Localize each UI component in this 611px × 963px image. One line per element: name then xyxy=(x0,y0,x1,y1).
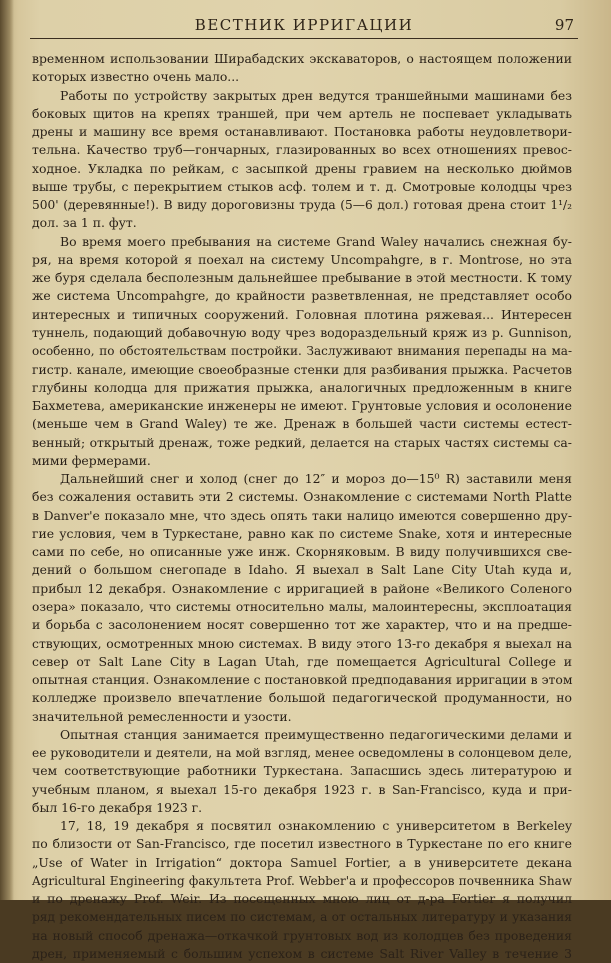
text-line: ствующих, осмотренных мною системах. В виду этого 13-го декабря я выехал на xyxy=(32,635,572,651)
text-line: был 16-го декабря 1923 г. xyxy=(32,799,203,815)
text-line: ряд рекомендательных писем по системам, а от остальных литературу и указания xyxy=(32,910,572,925)
text-line: учебным планом, я выехал 15-го декабря 1923 г. в San-Francisco, куда и при- xyxy=(32,781,572,797)
text-line: глубины колодца для прижатия прыжка, аналогичных предложенным в книге xyxy=(32,379,572,395)
text-line: опытная станция. Ознакомление с постановкой предподавания ирригации в этом xyxy=(32,672,573,688)
text-line: север от Salt Lane City в Lagan Utah, где помещается Agricultural College и xyxy=(32,653,572,669)
page-number: 97 xyxy=(554,16,574,34)
text-line: дрен, применяемый с большим успехом в системе Salt River Valley в течение 3 xyxy=(32,946,572,962)
text-line: особенно, по обстоятельствам постройки. Заслуживают внимания перепады на ма- xyxy=(32,344,572,359)
text-line: и по дренажу Prof. Weir. Из посещенных мною лиц от д-ра Fortier я получил xyxy=(32,891,572,907)
text-line: выше трубы, с перекрытием стыков асф. толем и т. д. Смотровые колодцы чрез xyxy=(32,178,572,194)
text-line: прибыл 12 декабря. Ознакомление с ирригацией в районе «Великого Соленого xyxy=(32,580,572,596)
text-line: по близости от San-Francisco, где посетил известного в Туркестане по его книге xyxy=(32,836,572,852)
text-line: венный; открытый дренаж, тоже редкий, делается на старых частях системы са- xyxy=(32,434,572,450)
text-line: 17, 18, 19 декабря я посвятил ознакомлению с университетом в Berkeley xyxy=(60,818,572,834)
text-line: мими фермерами. xyxy=(32,452,151,468)
text-line: же система Uncompahgre, до крайности разветвленная, не представляет особо xyxy=(32,288,572,304)
text-line: (меньше чем в Grand Waley) те же. Дренаж в большей части системы естест- xyxy=(32,416,572,432)
text-line: гистр. канале, имеющие своеобразные стенки для разбивания прыжка. Расчетов xyxy=(32,361,572,377)
text-line: же буря сделала бесполезным дальнейшее пребывание в этой местности. К тому xyxy=(32,270,572,286)
text-line: ря, на время которой я поехал на систему Uncompahgre, в г. Montrose, но эта xyxy=(32,251,572,267)
text-line: туннель, подающий добавочную воду чрез водораздельный кряж из р. Gunnison, xyxy=(32,324,572,340)
text-line: интересных и типичных сооружений. Головная плотина ряжевая... Интересен xyxy=(32,306,572,322)
text-line: которых известно очень мало... xyxy=(32,69,240,85)
text-line: 500' (деревянные!). В виду дороговизны труда (5—6 дол.) готовая дрена стоит 1¹/₂ xyxy=(32,198,572,213)
text-line: гие условия, чем в Туркестане, равно как по системе Snake, хотя и интересные xyxy=(32,525,572,541)
text-line: сами по себе, но описанные уже инж. Скорняковым. В виду получившихся све- xyxy=(32,544,572,560)
text-line: чем соответствующие работники Туркестана. Запасшись здесь литературою и xyxy=(32,763,572,779)
journal-title: ВЕСТНИК ИРРИГАЦИИ xyxy=(194,16,414,34)
text-line: без сожаления оставить эти 2 системы. Ознакомление с системами North Platte xyxy=(32,489,572,505)
text-line: ее руководители и деятели, на мой взгляд, менее осведомлены в солонцевом деле, xyxy=(32,746,572,761)
text-line: колледже произвело впечатление большой педагогической продуманности, но xyxy=(32,690,572,706)
text-line: боковых щитов на крепях траншей, при чем артель не поспевает укладывать xyxy=(32,105,572,121)
text-line: на новый способ дренажа—откачкой грунтовых вод из колодцев без проведения xyxy=(32,927,572,943)
text-line: Дальнейший снег и холод (снег до 12″ и мороз до—15⁰ R) заставили меня xyxy=(60,471,572,487)
text-line: в Danver'е показало мне, что здесь опять таки налицо имеются совершенно дру- xyxy=(32,507,572,523)
text-line: ходное. Укладка по рейкам, с засыпкой дрены гравием на несколько дюймов xyxy=(32,160,572,176)
text-line: Работы по устройству закрытых дрен ведутся траншейными машинами без xyxy=(60,87,572,103)
text-line: временном использовании Ширабадских экскаваторов, о настоящем положении xyxy=(32,51,572,66)
text-line: и борьба с засолонением носят совершенно тот же характер, что и на предше- xyxy=(32,617,572,633)
article-body xyxy=(32,50,572,963)
running-header xyxy=(30,12,578,39)
text-line: тельна. Качество труб—гончарных, глазированных во всех отношениях превос- xyxy=(32,142,572,158)
text-line: Agricultural Engineering факультета Prof. Webber'а и профессоров почвенника Shaw xyxy=(32,873,572,888)
book-spine-shadow xyxy=(0,0,14,900)
text-line: дол. за 1 п. фут. xyxy=(32,215,137,231)
text-line: озера» показало, что системы относительно малы, малоинтересны, эксплоатация xyxy=(32,599,572,614)
text-line: Бахметева, американские инженеры не имеют. Грунтовые условия и осолонение xyxy=(32,398,572,414)
text-line: значительной ремесленности и узости. xyxy=(32,708,292,724)
text-line: Во время моего пребывания на системе Grand Waley начались снежная бу- xyxy=(60,233,572,249)
text-line: Опытная станция занимается преимущественно педагогическими делами и xyxy=(60,726,572,742)
text-line: „Use of Water in Irrigation“ доктора Samuel Fortier, а в университете декана xyxy=(32,854,572,870)
text-line: дрены и машину все время останавливают. Постановка работы неудовлетвори- xyxy=(32,124,572,140)
text-line: дений о большом снегопаде в Idaho. Я выехал в Salt Lane City Utah куда и, xyxy=(32,562,572,578)
